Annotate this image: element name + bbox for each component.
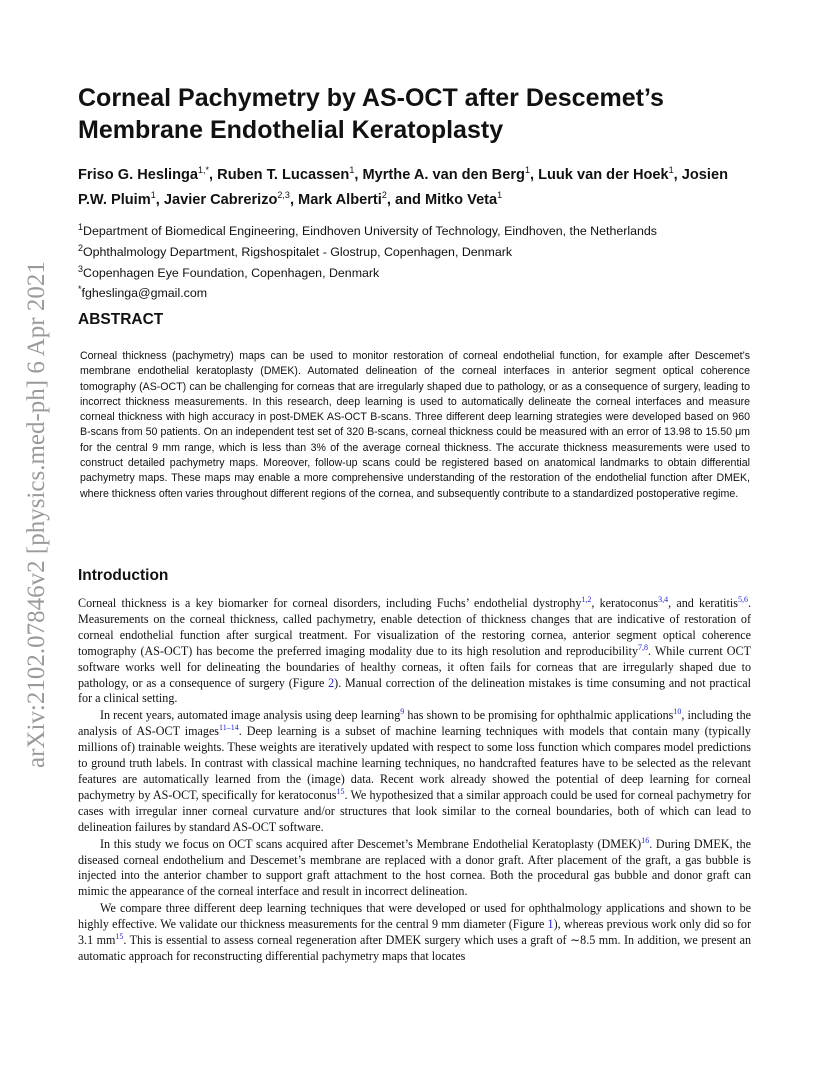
affiliation-line [78, 219, 758, 240]
citation-link[interactable]: 15 [115, 932, 124, 941]
body-paragraph [78, 901, 751, 965]
author-affiliation-mark: 1 [524, 165, 530, 175]
affiliation-list [78, 219, 758, 302]
affiliation-mark: 3 [78, 263, 84, 274]
author-separator: , [209, 166, 218, 183]
author-name: Luuk van der Hoek [538, 166, 669, 183]
body-text: . We hypothesized that a similar approach could be used for corneal pachymetry for cases with irregular inner corneal curvature and/or structures that look similar to the corneal boundaries, both of which can lead to delineation failures by standard AS-OCT software. [78, 787, 752, 834]
body-text: . This is essential to assess corneal regeneration after DMEK surgery which uses a graft of ∼8.5 mm. In addition, we present an automatic approach for reconstructing differential pachymetry maps that locates [78, 933, 751, 963]
citation-link[interactable]: 9 [400, 707, 405, 717]
citation-link[interactable]: 11–14 [219, 723, 239, 733]
author-affiliation-mark: 2,3 [277, 189, 290, 200]
affiliation-line [78, 261, 758, 282]
author-separator: , [673, 166, 682, 183]
body-text: , keratoconus [591, 596, 659, 610]
arxiv-identifier-stamp [14, 208, 54, 768]
body-paragraph [78, 837, 751, 901]
author-separator: , [354, 166, 363, 183]
paper-title: Corneal Pachymetry by AS-OCT after Descemet’s Membrane Endothelial Keratoplasty [78, 84, 664, 144]
body-text: . Deep learning is a subset of machine learning techniques with models that contain many (typically millions of) trainable weights. These weights are iteratively updated with respect to some loss function which compares model predictions to ground truth labels. In contrast with classical machine learning techniques, no handcrafted features have to be selected as the relevant features are automatically learned from the (image) data. Recent work already showed the potential of deep learning for corneal pachymetry by AS-OCT, specifically for keratoconus [78, 724, 751, 802]
body-text: In recent years, automated image analysis using deep learning [100, 708, 401, 723]
author-affiliation-mark: 1 [497, 189, 503, 200]
author-affiliation-mark: 2 [381, 189, 387, 200]
body-text: We compare three different deep learning techniques that were developed or used for ophthalmology applications and shown to be highly effective. We validate our thickness measurements for the central 9 mm diameter (Figure [78, 901, 751, 932]
body-text: has shown to be promising for ophthalmic applications [404, 708, 674, 723]
body-text: , including the analysis of AS-OCT images [78, 708, 751, 739]
author-name: Mitko Veta [424, 191, 498, 208]
citation-link[interactable]: 5,6 [737, 594, 748, 604]
author-name: Javier Cabrerizo [163, 191, 278, 208]
author-name: Myrthe A. van den Berg [362, 166, 525, 183]
figure-reference-link[interactable]: 1 [547, 917, 554, 932]
citation-link[interactable]: 10 [673, 707, 682, 717]
body-text: Corneal thickness is a key biomarker for corneal disorders, including Fuchs’ endothelial dystrophy [78, 596, 582, 610]
body-text: , and keratitis [668, 596, 738, 610]
author-separator: , [289, 191, 299, 208]
body-text: . While current OCT software works well for delineating the boundaries of healthy corneas, it often fails for corneas that are irregularly shaped due to pathology, or as a consequence of surgery (Figure [78, 643, 751, 690]
author-name: Josien P.W. Pluim [78, 166, 728, 208]
author-name: Friso G. Heslinga [78, 166, 199, 183]
affiliation-mark: 2 [78, 242, 84, 253]
affiliation-text: Copenhagen Eye Foundation, Copenhagen, Denmark [83, 265, 380, 280]
body-text: ). Manual correction of the delineation mistakes is time consuming and not practical for a clinical setting. [78, 675, 751, 706]
author-list [78, 160, 758, 210]
figure-reference-link[interactable]: 2 [328, 675, 335, 690]
author-affiliation-mark: 1 [150, 189, 156, 200]
abstract-heading: ABSTRACT [78, 311, 164, 328]
abstract-text: Corneal thickness (pachymetry) maps can be used to monitor restoration of corneal endothelial function, for example after Descemet’s membrane endothelial keratoplasty (DMEK). Automated delineation of the corneal interfaces in anterior segment optical coherence tomography (AS-OCT) can be challenging for corneas that are irregularly shaped due to pathology, or as a consequence of surgery, leading to incorrect thickness measurements. In this research, deep learning is used to automatically delineate the corneal interfaces and measure corneal thickness with high accuracy in post-DMEK AS-OCT B-scans. Three different deep learning strategies were developed based on 960 B-scans from 50 patients. On an independent test set of 320 B-scans, corneal thickness could be measured with an error of 13.98 to 15.50 μm for the central 9 mm range, which is less than 3% of the average corneal thickness. The accurate thickness measurements were used to construct detailed pachymetry maps. Moreover, follow-up scans could be registered based on anatomical landmarks to obtain differential pachymetry maps. These maps may enable a more comprehensive understanding of the restoration of the endothelial function after DMEK, where thickness often varies throughout different regions of the cornea, and subsequently contribute to a standardized postoperative regime. [80, 350, 750, 500]
citation-link[interactable]: 3,4 [658, 594, 669, 604]
arxiv-identifier-text: arXiv:2102.07846v2 [physics.med-ph] 6 Apr 2021 [23, 261, 50, 768]
citation-link[interactable]: 16 [641, 835, 650, 845]
body-paragraph [78, 708, 751, 835]
author-name: Ruben T. Lucassen [217, 166, 350, 183]
author-separator: , [155, 191, 164, 208]
body-text: In this study we focus on OCT scans acquired after Descemet’s Membrane Endothelial Keratoplasty (DMEK) [100, 836, 642, 851]
body-paragraph [78, 596, 751, 707]
citation-link[interactable]: 15 [336, 786, 345, 796]
citation-link[interactable]: 1,2 [581, 594, 592, 604]
affiliation-text: Department of Biomedical Engineering, Eindhoven University of Technology, Eindhoven, the Netherlands [83, 224, 657, 239]
citation-link[interactable]: 7,8 [638, 642, 649, 652]
introduction-heading: Introduction [78, 567, 169, 584]
author-separator: , and [386, 191, 425, 208]
author-name: Mark Alberti [298, 191, 382, 208]
author-separator: , [529, 166, 539, 183]
body-text: . During DMEK, the diseased corneal endothelium and Descemet’s membrane are replaced with a donor graft. After placement of the graft, a gas bubble is injected into the anterior chamber to support graft attachment to the host cornea. Both the procedural gas bubble and donor graft can mimic the appearance of the corneal interface and result in incorrect delineation. [78, 836, 751, 899]
introduction-body [78, 596, 751, 965]
author-affiliation-mark: 1 [668, 165, 674, 175]
affiliation-line [78, 240, 758, 261]
author-affiliation-mark: 1,* [198, 165, 210, 175]
body-text: ), whereas previous work only did so for 3.1 mm [78, 917, 751, 948]
affiliation-text: fgheslinga@gmail.com [81, 286, 208, 301]
affiliation-mark: 1 [78, 222, 84, 232]
affiliation-text: Ophthalmology Department, Rigshospitalet - Glostrup, Copenhagen, Denmark [83, 244, 513, 259]
affiliation-line [78, 281, 758, 302]
body-text: . Measurements on the corneal thickness, called pachymetry, enable detection of thickness changes that are indicative of restoration of corneal endothelial function after surgical treatment. For visualization of the restoring cornea, anterior segment optical coherence tomography (AS-OCT) has become the preferred imaging modality due to its high resolution and reproducibility [78, 596, 751, 658]
affiliation-mark: * [78, 284, 82, 295]
author-affiliation-mark: 1 [349, 165, 355, 175]
